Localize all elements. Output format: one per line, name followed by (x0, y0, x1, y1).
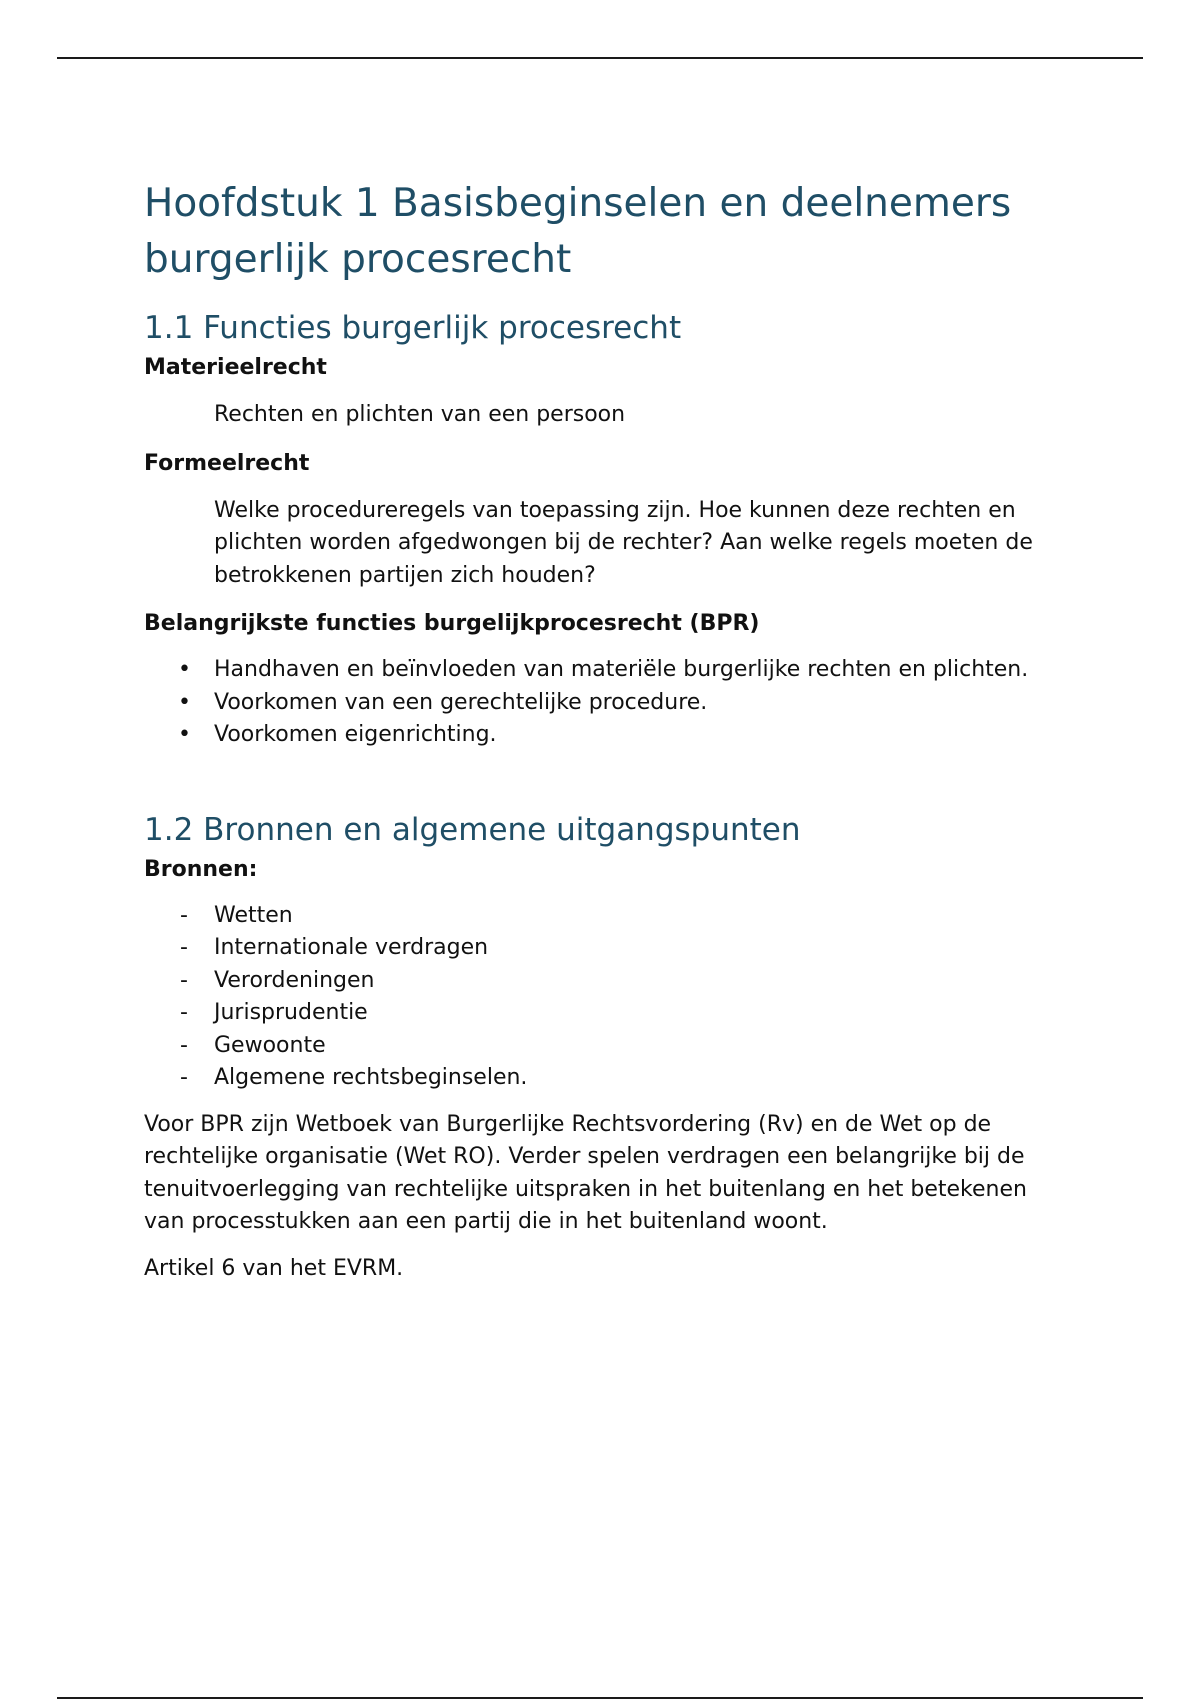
section-1-2-title: 1.2 Bronnen en algemene uitgangspunten (144, 811, 801, 848)
list-item (144, 932, 1064, 965)
list-item-text: Handhaven en beïnvloeden van materiële burgerlijke rechten en plichten. (214, 657, 1029, 682)
functies-label: Belangrijkste functies burgelijkprocesrecht (BPR) (144, 611, 760, 636)
bullet-marker: • (178, 689, 191, 715)
footer-rule (57, 1697, 1143, 1699)
list-item-text: Voorkomen van een gerechtelijke procedure. (214, 689, 708, 715)
list-item-text: Algemene rechtsbeginselen. (214, 1065, 528, 1090)
functies-list (144, 654, 1064, 752)
list-item-text: Gewoonte (214, 1032, 326, 1058)
header-rule (57, 57, 1143, 59)
dash-marker: - (180, 967, 188, 993)
list-item (144, 900, 1064, 933)
dash-marker: - (180, 902, 188, 928)
bronnen-label: Bronnen: (144, 856, 258, 882)
bronnen-paragraph: Voor BPR zijn Wetboek van Burgerlijke Rechtsvordering (Rv) en de Wet op de rechtelijke organisatie (Wet RO). Verder spelen verdragen een belangrijke bij de tenuitvoerlegging van rechtelijke uitspraken in het buitenlang en het betekenen van processtukken aan een partij die in het buitenland woont. (144, 1111, 1027, 1234)
evrm-reference: Artikel 6 van het EVRM. (144, 1255, 404, 1281)
list-item-text: Internationale verdragen (214, 935, 489, 960)
bullet-marker: • (178, 657, 191, 682)
list-item-text: Wetten (214, 902, 293, 928)
list-item (144, 687, 1064, 720)
list-item (144, 997, 1064, 1030)
list-item (144, 965, 1064, 998)
section-1-1-title: 1.1 Functies burgerlijk procesrecht (144, 310, 682, 346)
list-item (144, 1062, 1064, 1095)
list-item-text: Voorkomen eigenrichting. (214, 722, 497, 747)
dash-marker: - (180, 1032, 188, 1058)
bullet-marker: • (178, 722, 191, 747)
chapter-title: Hoofdstuk 1 Basisbeginselen en deelnemers burgerlijk procesrecht (144, 181, 1012, 282)
dash-marker: - (180, 1065, 188, 1090)
dash-marker: - (180, 1000, 188, 1025)
list-item-text: Verordeningen (214, 967, 375, 993)
dash-marker: - (180, 935, 188, 960)
materieelrecht-text: Rechten en plichten van een persoon (214, 402, 626, 427)
bronnen-list (144, 900, 1064, 1095)
materieelrecht-label: Materieelrecht (144, 355, 327, 380)
formeelrecht-label: Formeelrecht (144, 450, 310, 476)
formeelrecht-text: Welke procedureregels van toepassing zijn. Hoe kunnen deze rechten en plichten worden afgedwongen bij de rechter? Aan welke regels moeten de betrokkenen partijen zich houden? (214, 497, 1033, 588)
document-body (144, 176, 1064, 1285)
list-item (144, 719, 1064, 752)
list-item-text: Jurisprudentie (214, 1000, 368, 1025)
list-item (144, 654, 1064, 687)
list-item (144, 1030, 1064, 1063)
